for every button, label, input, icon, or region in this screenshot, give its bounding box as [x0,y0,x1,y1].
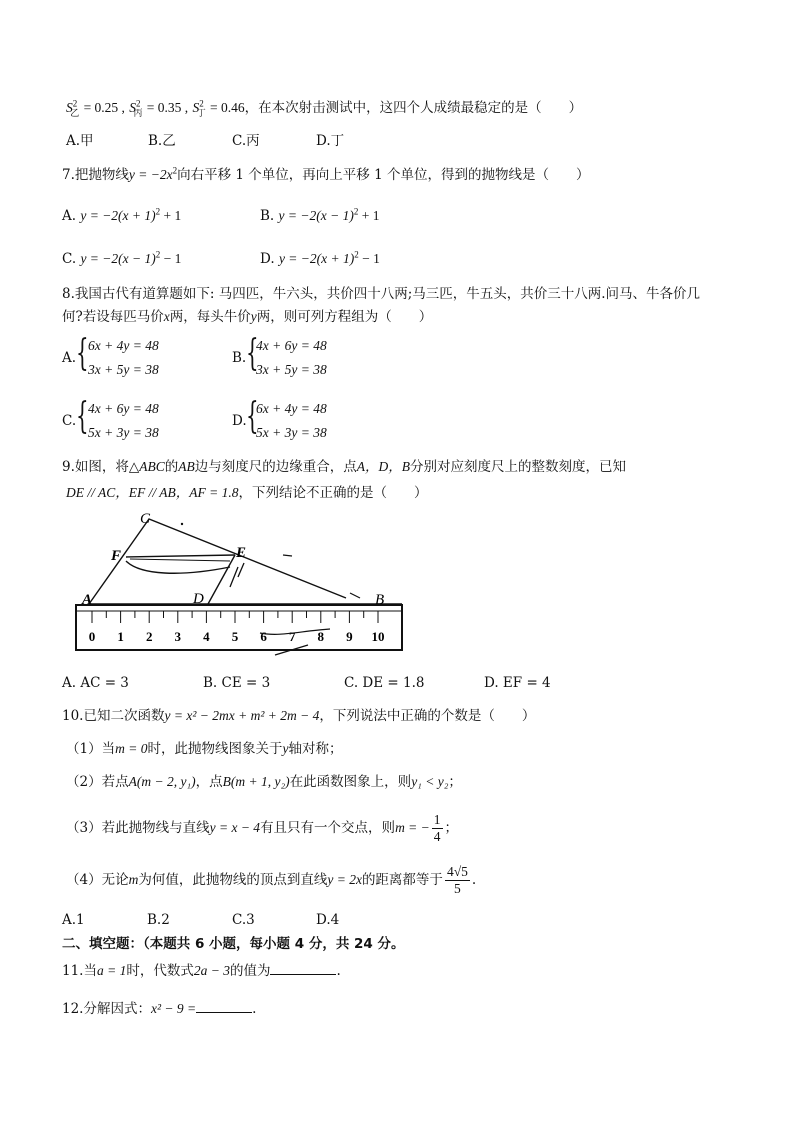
q11 [62,960,341,980]
q7-option-d[interactable]: D. $y = -2(x + 1)^2 - 1$ [260,249,380,267]
q8-option-b-system [256,334,327,382]
label-a: A [82,592,93,608]
q7-stem-text-a: 7.把抛物线 [62,167,129,183]
fraction-numerator: 1 [433,812,441,827]
q12-expression: x² − 9 = [150,1001,197,1016]
handwritten-stroke [130,559,230,561]
q10-option-d[interactable]: D.4 [316,912,340,928]
q10-statement-4 [66,864,476,897]
var-value-ding: = 0.46 [210,100,245,115]
q10-s2-point-b: B(m + 1, y₂) [222,774,290,789]
q8-option-a-system [88,334,159,382]
q10-statement-3 [66,812,458,845]
q8-stem-text-b: 两，每头牛价 [169,309,251,325]
q10-s1-text-a: （1）当 [66,741,116,757]
q10-s3-line: y = x − 4 [209,820,261,835]
q9-option-b[interactable]: B. CE = 3 [203,675,271,691]
q10-s4-fraction [445,864,470,897]
q10-s1-text-c: 轴对称； [288,741,343,757]
q9-option-c[interactable]: C. DE = 1.8 [344,675,425,691]
q8-stem-text-c: 两，则可列方程组为（ ） [256,309,433,325]
handwritten-dash [283,555,292,556]
q12-answer-blank[interactable] [196,998,252,1013]
q6-option-d[interactable]: D.丁 [316,133,345,149]
q10-s4-text-a: （4）无论 [66,872,129,888]
q7-stem: 7.把抛物线$y = -2x^2$向右平移 1 个单位，再向上平移 1 个单位，得到的抛物线是（ ） [62,165,590,183]
q6-option-a[interactable]: A.甲 [66,133,94,149]
fraction-numerator: 4√5 [446,864,468,879]
ruler-tick-label: 8 [317,629,325,644]
q12-text-d: . [252,1001,257,1017]
q11-expression: 2a − 3 [193,963,230,978]
q7-option-d-eq: y = −2(x + 1) [278,251,355,266]
fraction-denominator: 4 [433,829,441,844]
q7-option-d-tail: − 1 [358,251,380,266]
q10-s4-m: m [128,872,139,887]
ruler-tick-label: 9 [346,629,353,644]
var-sub-ding: 丁 [196,108,206,119]
q10-s2-text-c: 在此函数图象上，则 [289,774,412,790]
q9-points: A，D，B [356,459,411,474]
q8-option-b-label: B. [232,350,247,366]
q10-stem-text-b: ，下列说法中正确的个数是（ ） [319,708,536,724]
q6-option-b[interactable]: B.乙 [148,133,176,149]
q8-stem-line2 [62,308,432,326]
q10-stem-text-a: 10.已知二次函数 [62,708,165,724]
q10-s2-inequality: y₁ < y₂ [411,774,449,789]
q10-s2-point-a: A(m − 2, y₁) [128,774,196,789]
q11-text-d: . [336,963,341,979]
q6-variances-line: $S^2_乙 = 0.25$ , $S^2_丙 = 0.35$ , $S^2_丁 = 0.46$，在本次射击测试中，这四个人成绩最稳定的是（ ） [66,98,583,119]
q9-stem-line1 [62,458,626,476]
q8-option-a-eq1: 6x + 4y = 48 [88,338,159,353]
q7-option-c-tail: − 1 [160,251,182,266]
ruler-body [76,605,402,650]
q9-conditions: DE // AC，EF // AB，AF = 1.8 [66,485,239,500]
q10-s3-text-c: ； [444,820,459,836]
label-f: F [111,548,122,564]
var-sub-yi: 乙 [70,108,80,119]
var-value-bing: = 0.35 , [146,100,189,115]
q8-option-d-eq2: 5x + 3y = 38 [256,425,327,440]
q8-var-x: x [163,309,170,324]
q11-text-a: 11.当 [62,963,97,979]
q10-statement-2 [66,773,462,791]
q7-stem-text-b: 向右平移 1 个单位，再向上平移 1 个单位，得到的抛物线是（ ） [177,167,590,183]
handwritten-dash [350,593,360,598]
q9-stem-text-a: 9.如图，将 [62,459,129,475]
q10-s2-text-d: ； [448,774,462,790]
q10-s2-text-a: （2）若点 [66,774,129,790]
q7-option-a-tail: + 1 [160,208,182,223]
brace-icon: { [246,396,259,437]
q8-var-y: y [250,309,257,324]
q8-option-d-system [256,397,327,445]
q10-s3-text-b: 有且只有一个交点，则 [260,820,396,836]
q7-option-c[interactable]: C. $y = -2(x - 1)^2 - 1$ [62,249,182,267]
ruler-tick-label: 3 [174,629,182,644]
q8-option-d-eq1: 6x + 4y = 48 [256,401,327,416]
q9-option-a[interactable]: A. AC = 3 [62,675,129,691]
q11-answer-blank[interactable] [270,960,336,975]
q8-option-c-system [88,397,159,445]
ruler-tick-label: 1 [117,629,124,644]
q7-parabola: y = −2x [128,167,173,182]
q9-stem-text-b: 的 [164,459,179,475]
q10-statement-1 [66,740,342,758]
q9-stem-text-c: 边与刻度尺的边缘重合，点 [194,459,357,475]
q8-stem-line1: 8.我国古代有道算题如下: 马四匹，牛六头，共价四十八两;马三匹，牛五头，共价三十八两.问马、牛各价几 [62,286,701,302]
label-b: B [375,592,385,608]
q9-option-d[interactable]: D. EF = 4 [484,675,551,691]
handwritten-mark [230,567,238,587]
ruler-tick-label: 0 [88,629,96,644]
var-symbol-ding: S [192,100,200,115]
q7-option-b-label: B. [260,208,275,224]
q7-option-b[interactable]: B. $y = -2(x - 1)^2 + 1$ [260,206,380,224]
segment-ed [208,555,235,604]
q10-s1-y: y [282,741,289,756]
q10-s1-eq: m = 0 [115,741,148,756]
q8-option-b-eq1: 4x + 6y = 48 [256,338,327,353]
label-d: D [193,591,204,607]
q10-option-a[interactable]: A.1 [62,912,85,928]
q7-option-c-label: C. [62,251,77,267]
q10-option-c[interactable]: C.3 [232,912,255,928]
handwritten-dot [181,523,183,525]
q10-option-b[interactable]: B.2 [147,912,170,928]
q9-stem-text-e: ，下列结论不正确的是（ ） [238,485,428,501]
q11-text-c: 的值为 [229,963,271,979]
section-title-fill-in: 二、填空题：（本题共 6 小题，每小题 4 分，共 24 分。 [62,936,405,952]
q9-ruler-figure [70,505,420,665]
q10-s3-m: m = − [395,820,430,835]
label-c: C [140,511,151,527]
q8-option-b-eq2: 3x + 5y = 38 [256,362,327,377]
q7-option-d-label: D. [260,251,275,267]
q6-stem-text: ，在本次射击测试中，这四个人成绩最稳定的是（ ） [244,100,583,116]
q6-option-c[interactable]: C.丙 [232,133,260,149]
fraction-denominator: 5 [454,881,461,896]
label-e: E [236,545,247,561]
var-value-yi: = 0.25 , [83,100,125,115]
q8-option-d-label: D. [232,413,247,429]
q10-s4-text-c: 的距离都等于 [361,872,443,888]
q7-option-a[interactable]: A. $y = -2(x + 1)^2 + 1$ [62,206,182,224]
q11-text-b: 时，代数式 [126,963,194,979]
q12 [62,998,256,1018]
ruler-tick-label: 10 [371,629,385,644]
segment-fe [126,555,235,557]
q12-text-a: 12.分解因式： [62,1001,151,1017]
q7-option-a-eq: y = −2(x + 1) [80,208,156,223]
var-symbol-bing: S [129,100,136,115]
q7-option-c-eq: y = −2(x − 1) [80,251,156,266]
brace-icon: { [76,396,89,437]
q9-stem-line2 [66,484,427,502]
handwritten-arc [126,561,230,573]
q10-s3-fraction [432,812,443,845]
q10-s4-line: y = 2x [327,872,362,887]
var-symbol-yi: S [66,100,73,115]
q8-option-a-eq2: 3x + 5y = 38 [88,362,159,377]
q8-option-a-label: A. [62,350,77,366]
q10-s1-text-b: 时，此抛物线图象关于 [147,741,283,757]
var-sub-bing: 丙 [133,108,143,119]
brace-icon: { [246,333,259,374]
q8-option-c-eq2: 5x + 3y = 38 [88,425,159,440]
q7-option-b-tail: + 1 [358,208,380,223]
q9-side-ab: AB [178,459,195,474]
ruler-tick-label: 4 [203,629,210,644]
q7-option-b-eq: y = −2(x − 1) [278,208,354,223]
q8-stem-text-a: 何?若设每匹马价 [62,309,164,325]
q8-option-c-eq1: 4x + 6y = 48 [88,401,159,416]
q10-stem [62,707,535,725]
ruler-tick-label: 2 [145,629,153,644]
brace-icon: { [76,333,89,374]
q10-s2-text-b: ，点 [195,774,223,790]
ruler-tick-label: 5 [231,629,239,644]
ruler-tick-label: 7 [288,629,296,644]
ruler-tick-label: 6 [260,629,267,644]
q10-s4-text-d: . [471,872,477,888]
q8-option-c-label: C. [62,413,77,429]
q10-function: y = x² − 2mx + m² + 2m − 4 [164,708,320,723]
q9-triangle: △ABC [128,459,165,474]
q9-stem-text-d: 分别对应刻度尺上的整数刻度，已知 [410,459,627,475]
q7-option-a-label: A. [62,208,77,224]
q10-s4-text-b: 为何值，此抛物线的顶点到直线 [138,872,328,888]
handwritten-mark [238,563,244,577]
q11-condition: a = 1 [96,963,127,978]
q10-s3-text-a: （3）若此抛物线与直线 [66,820,210,836]
